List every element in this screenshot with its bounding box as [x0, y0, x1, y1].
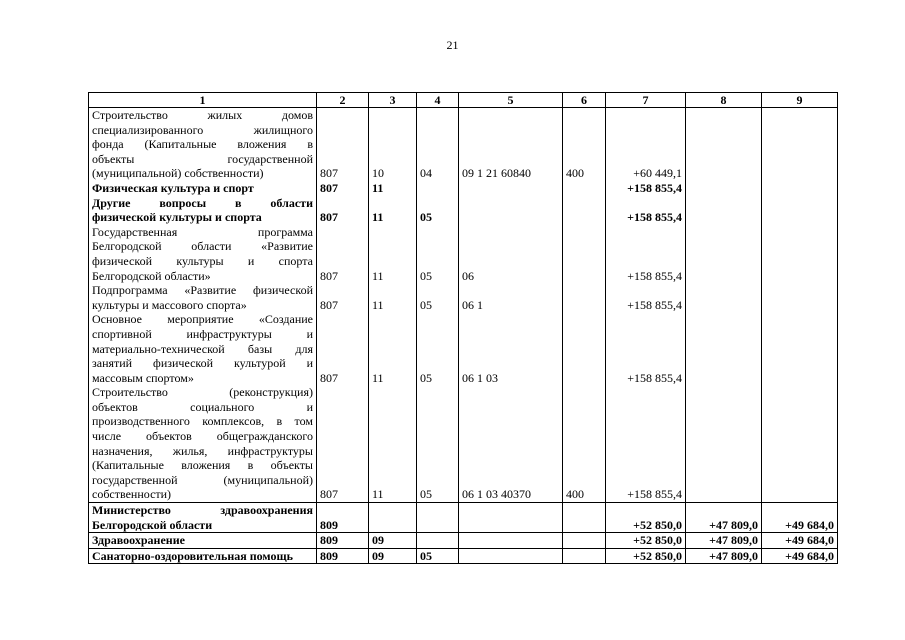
row-name-line: спортивной инфраструктуры и — [92, 326, 313, 341]
department-code-cell: 807 — [317, 283, 369, 312]
row-name-line: Министерство здравоохранения — [92, 503, 313, 518]
subsection-code-cell: 05 — [417, 548, 459, 564]
subsection-code-cell: 05 — [417, 385, 459, 502]
expense-type-cell — [563, 312, 606, 385]
row-name-line: материально-технической базы для — [92, 341, 313, 356]
section-code-cell: 11 — [369, 385, 417, 502]
amount-cell-2024 — [686, 181, 762, 196]
target-article-cell: 06 — [459, 225, 563, 283]
department-code-cell: 807 — [317, 196, 369, 225]
amount-cell-2025 — [762, 385, 838, 502]
amount-cell-2023: +158 855,4 — [606, 196, 686, 225]
row-name-line: Здравоохранение — [92, 533, 185, 548]
department-code-cell: 807 — [317, 225, 369, 283]
amount-cell-2025 — [762, 108, 838, 181]
row-name-line: Другие вопросы в области — [92, 195, 313, 210]
subsection-code-cell: 05 — [417, 312, 459, 385]
target-article-cell — [459, 548, 563, 564]
target-article-cell — [459, 503, 563, 533]
row-name-line: специализированного жилищного — [92, 122, 313, 137]
table-row — [89, 503, 838, 533]
column-header: 5 — [459, 93, 563, 108]
row-name-cell — [89, 196, 317, 225]
section-code-cell: 09 — [369, 548, 417, 564]
amount-cell-2023: +158 855,4 — [606, 181, 686, 196]
row-name-line: Белгородской области — [92, 517, 213, 532]
section-code-cell: 10 — [369, 108, 417, 181]
expense-type-cell: 400 — [563, 108, 606, 181]
department-code-cell: 807 — [317, 181, 369, 196]
section-code-cell — [369, 503, 417, 533]
row-name-line: фонда (Капитальные вложения в — [92, 137, 313, 152]
target-article-cell: 06 1 03 40370 — [459, 385, 563, 502]
header-row — [89, 93, 838, 108]
row-name-line: (муниципальной) собственности) — [92, 166, 264, 181]
section-code-cell: 11 — [369, 225, 417, 283]
amount-cell-2025: +49 684,0 — [762, 533, 838, 549]
row-name-line: Государственная программа — [92, 224, 313, 239]
row-name-line: назначения, жилья, инфраструктуры — [92, 443, 313, 458]
amount-cell-2024: +47 809,0 — [686, 548, 762, 564]
department-code-cell: 809 — [317, 503, 369, 533]
department-code-cell: 809 — [317, 533, 369, 549]
department-code-cell: 807 — [317, 312, 369, 385]
amount-cell-2024 — [686, 283, 762, 312]
column-header: 3 — [369, 93, 417, 108]
amount-cell-2024 — [686, 225, 762, 283]
row-name-line: (Капитальные вложения в объекты — [92, 458, 313, 473]
expense-type-cell — [563, 548, 606, 564]
amount-cell-2023: +60 449,1 — [606, 108, 686, 181]
expense-type-cell: 400 — [563, 385, 606, 502]
row-name-line: Белгородской области» — [92, 268, 211, 283]
row-name-line: производственного комплексов, в том — [92, 414, 313, 429]
amount-cell-2023: +158 855,4 — [606, 283, 686, 312]
table-body — [89, 108, 838, 564]
column-header: 7 — [606, 93, 686, 108]
expense-type-cell — [563, 503, 606, 533]
row-name-cell — [89, 312, 317, 385]
row-name-line: культуры и массового спорта» — [92, 297, 247, 312]
column-header: 8 — [686, 93, 762, 108]
amount-cell-2023: +52 850,0 — [606, 548, 686, 564]
row-name-line: собственности) — [92, 487, 172, 502]
expense-type-cell — [563, 225, 606, 283]
expense-type-cell — [563, 533, 606, 549]
row-name-line: физической культуры и спорта — [92, 253, 313, 268]
target-article-cell — [459, 181, 563, 196]
amount-cell-2025: +49 684,0 — [762, 503, 838, 533]
amount-cell-2024: +47 809,0 — [686, 533, 762, 549]
page-number: 21 — [446, 38, 459, 52]
table-row — [89, 385, 838, 502]
amount-cell-2023: +52 850,0 — [606, 503, 686, 533]
target-article-cell — [459, 196, 563, 225]
row-name-line: числе объектов общегражданского — [92, 429, 313, 444]
department-code-cell: 807 — [317, 108, 369, 181]
row-name-line: Основное мероприятие «Создание — [92, 312, 313, 327]
amount-cell-2023: +158 855,4 — [606, 312, 686, 385]
row-name-cell — [89, 108, 317, 181]
subsection-code-cell — [417, 181, 459, 196]
column-header: 9 — [762, 93, 838, 108]
section-code-cell: 11 — [369, 196, 417, 225]
row-name-cell — [89, 533, 317, 549]
amount-cell-2024 — [686, 312, 762, 385]
column-header: 6 — [563, 93, 606, 108]
column-header: 2 — [317, 93, 369, 108]
expense-type-cell — [563, 283, 606, 312]
table-row — [89, 108, 838, 181]
amount-cell-2025 — [762, 312, 838, 385]
row-name-cell — [89, 503, 317, 533]
table-row — [89, 225, 838, 283]
amount-cell-2024 — [686, 385, 762, 502]
row-name-cell — [89, 181, 317, 196]
row-name-line: физической культуры и спорта — [92, 210, 262, 225]
row-name-cell — [89, 225, 317, 283]
amount-cell-2025 — [762, 225, 838, 283]
amount-cell-2024 — [686, 108, 762, 181]
row-name-line: государственной (муниципальной) — [92, 472, 313, 487]
row-name-line: Санаторно-оздоровительная помощь — [92, 548, 293, 563]
table-row — [89, 283, 838, 312]
row-name-line: объекты государственной — [92, 151, 313, 166]
department-code-cell: 807 — [317, 385, 369, 502]
amount-cell-2023: +158 855,4 — [606, 385, 686, 502]
section-code-cell: 11 — [369, 283, 417, 312]
column-header: 1 — [89, 93, 317, 108]
row-name-line: Подпрограмма «Развитие физической — [92, 283, 313, 298]
subsection-code-cell — [417, 533, 459, 549]
subsection-code-cell: 05 — [417, 225, 459, 283]
table-row — [89, 533, 838, 549]
section-code-cell: 11 — [369, 181, 417, 196]
row-name-line: объектов социального и — [92, 399, 313, 414]
row-name-line: Строительство жилых домов — [92, 108, 313, 122]
row-name-line: массовым спортом» — [92, 370, 194, 385]
amount-cell-2025 — [762, 283, 838, 312]
column-header: 4 — [417, 93, 459, 108]
table-row — [89, 181, 838, 196]
table-row — [89, 548, 838, 564]
budget-table — [88, 92, 838, 564]
row-name-line: Белгородской области «Развитие — [92, 239, 313, 254]
row-name-line: занятий физической культурой и — [92, 356, 313, 371]
row-name-cell — [89, 548, 317, 564]
section-code-cell: 09 — [369, 533, 417, 549]
target-article-cell: 09 1 21 60840 — [459, 108, 563, 181]
amount-cell-2025 — [762, 181, 838, 196]
subsection-code-cell — [417, 503, 459, 533]
table-row — [89, 312, 838, 385]
row-name-cell — [89, 385, 317, 502]
row-name-line: Строительство (реконструкция) — [92, 385, 313, 400]
section-code-cell: 11 — [369, 312, 417, 385]
target-article-cell: 06 1 03 — [459, 312, 563, 385]
row-name-line: Физическая культура и спорт — [92, 180, 254, 195]
amount-cell-2023: +158 855,4 — [606, 225, 686, 283]
subsection-code-cell: 05 — [417, 283, 459, 312]
amount-cell-2024 — [686, 196, 762, 225]
expense-type-cell — [563, 181, 606, 196]
expense-type-cell — [563, 196, 606, 225]
department-code-cell: 809 — [317, 548, 369, 564]
amount-cell-2023: +52 850,0 — [606, 533, 686, 549]
subsection-code-cell: 04 — [417, 108, 459, 181]
subsection-code-cell: 05 — [417, 196, 459, 225]
amount-cell-2025 — [762, 196, 838, 225]
amount-cell-2025: +49 684,0 — [762, 548, 838, 564]
table-row — [89, 196, 838, 225]
row-name-cell — [89, 283, 317, 312]
target-article-cell — [459, 533, 563, 549]
amount-cell-2024: +47 809,0 — [686, 503, 762, 533]
target-article-cell: 06 1 — [459, 283, 563, 312]
